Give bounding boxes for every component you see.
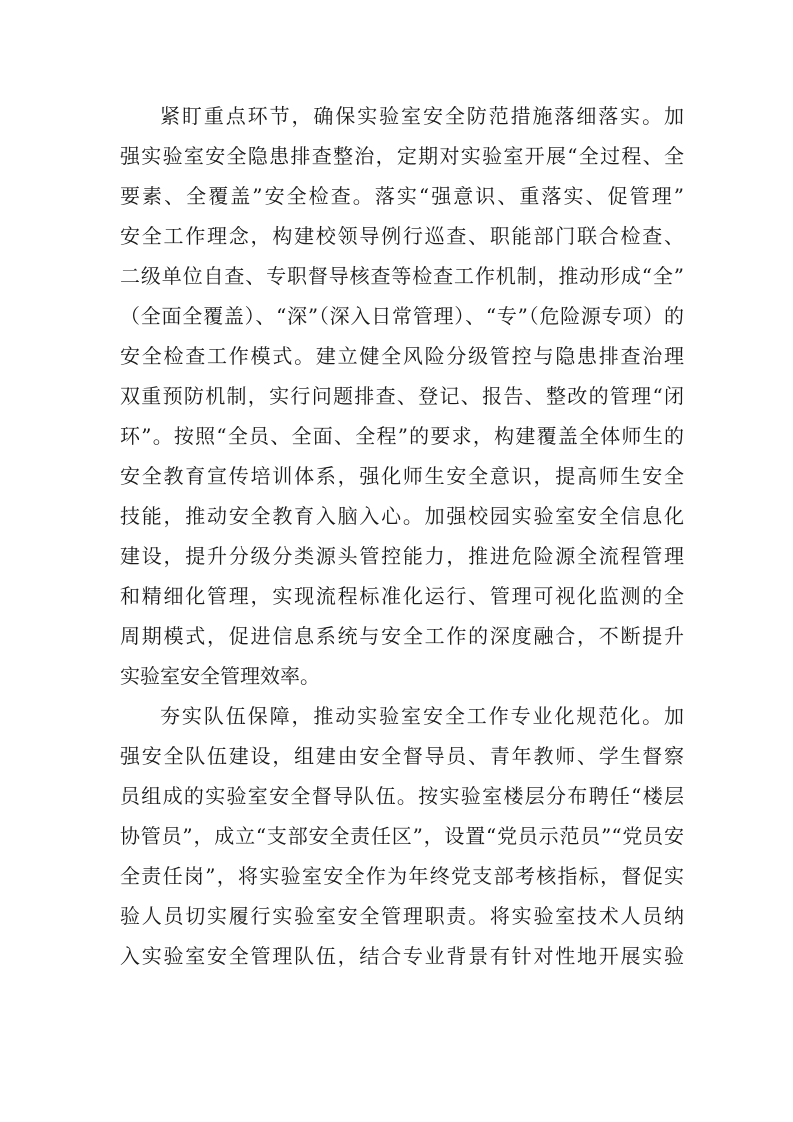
paragraph-lab-safety-inspection <box>120 96 684 696</box>
text-line: 周期模式，促进信息系统与安全工作的深度融合，不断提升 <box>120 624 684 648</box>
text-line: 入实验室安全管理队伍，结合专业背景有针对性地开展实验 <box>120 944 684 968</box>
text-line: 夯实队伍保障，推动实验室安全工作专业化规范化。加 <box>160 704 684 728</box>
text-line: 协管员”，成立“支部安全责任区”，设置“党员示范员”“党员安 <box>120 824 684 848</box>
text-line: （全面全覆盖）、“深”（深入日常管理）、“专”（危险源专项）的 <box>120 304 684 328</box>
text-line: 二级单位自查、专职督导核查等检查工作机制，推动形成“全” <box>120 264 684 288</box>
text-line: 环”。按照“全员、全面、全程”的要求，构建覆盖全体师生的 <box>120 424 684 448</box>
text-line: 全责任岗”，将实验室安全作为年终党支部考核指标，督促实 <box>120 864 684 888</box>
paragraph-team-guarantee <box>120 696 684 976</box>
text-line: 要素、全覆盖”安全检查。落实“强意识、重落实、促管理” <box>120 184 684 208</box>
text-line: 技能，推动安全教育入脑入心。加强校园实验室安全信息化 <box>120 504 684 528</box>
text-line: 紧盯重点环节，确保实验室安全防范措施落细落实。加 <box>160 104 684 128</box>
text-line: 安全检查工作模式。建立健全风险分级管控与隐患排查治理 <box>120 344 684 368</box>
text-line: 和精细化管理，实现流程标准化运行、管理可视化监测的全 <box>120 584 684 608</box>
text-line: 实验室安全管理效率。 <box>120 664 320 688</box>
text-line: 安全教育宣传培训体系，强化师生安全意识，提高师生安全 <box>120 464 684 488</box>
text-line: 员组成的实验室安全督导队伍。按实验室楼层分布聘任“楼层 <box>120 784 684 808</box>
text-line: 安全工作理念，构建校领导例行巡查、职能部门联合检查、 <box>120 224 684 248</box>
text-line: 强实验室安全隐患排查整治，定期对实验室开展“全过程、全 <box>120 144 684 168</box>
text-line: 建设，提升分级分类源头管控能力，推进危险源全流程管理 <box>120 544 684 568</box>
text-line: 验人员切实履行实验室安全管理职责。将实验室技术人员纳 <box>120 904 684 928</box>
text-line: 强安全队伍建设，组建由安全督导员、青年教师、学生督察 <box>120 744 684 768</box>
document-page <box>120 96 684 976</box>
text-line: 双重预防机制，实行问题排查、登记、报告、整改的管理“闭 <box>120 384 684 408</box>
